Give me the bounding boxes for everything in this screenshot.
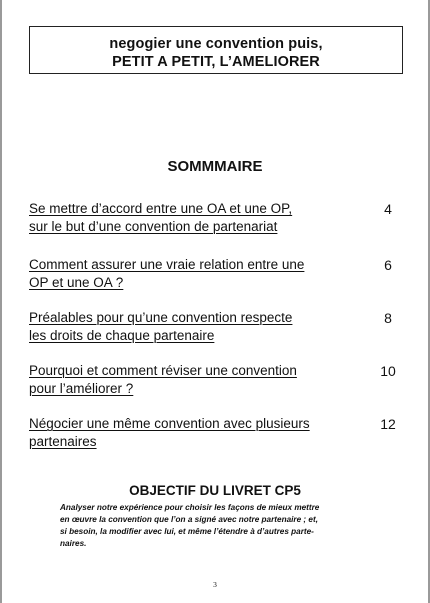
toc-item-4[interactable] <box>29 362 409 402</box>
title-line-1: negogier une convention puis, <box>109 36 323 52</box>
toc-item-page: 10 <box>380 363 396 379</box>
toc-item-text[interactable]: Préalables pour qu’une convention respecte les droits de chaque partenaire <box>29 310 293 343</box>
title-line-2: PETIT A PETIT, L’AMELIORER <box>112 54 320 70</box>
toc-item-3[interactable] <box>29 309 409 349</box>
toc-item-page: 4 <box>384 201 392 217</box>
toc-item-page: 12 <box>380 416 396 432</box>
toc-item-text[interactable]: Se mettre d’accord entre une OA et une OP, sur le but d’une convention de partenariat <box>29 201 293 234</box>
toc-item-text[interactable]: Comment assurer une vraie relation entre une OP et une OA ? <box>29 257 305 290</box>
objective-heading: OBJECTIF DU LIVRET CP5 <box>129 483 301 498</box>
toc-item-2[interactable] <box>29 256 409 296</box>
toc-item-1[interactable] <box>29 200 409 240</box>
page-number: 3 <box>213 580 217 589</box>
document-page <box>2 0 428 603</box>
toc-item-text[interactable]: Négocier une même convention avec plusieurs partenaires <box>29 416 310 449</box>
toc-item-text[interactable]: Pourquoi et comment réviser une convention pour l’améliorer ? <box>29 363 297 396</box>
title-box <box>29 26 403 74</box>
objective-text: Analyser notre expérience pour choisir les façons de mieux mettre en œuvre la convention que l’on a signé avec notre partenaire ; et, si besoin, la modifier avec lui, et même l’étendre à d’autres parte- naires. <box>60 503 320 548</box>
summary-heading: SOMMMAIRE <box>167 158 263 175</box>
toc-item-page: 8 <box>384 310 392 326</box>
toc-item-page: 6 <box>384 257 392 273</box>
toc-item-5[interactable] <box>29 415 409 455</box>
